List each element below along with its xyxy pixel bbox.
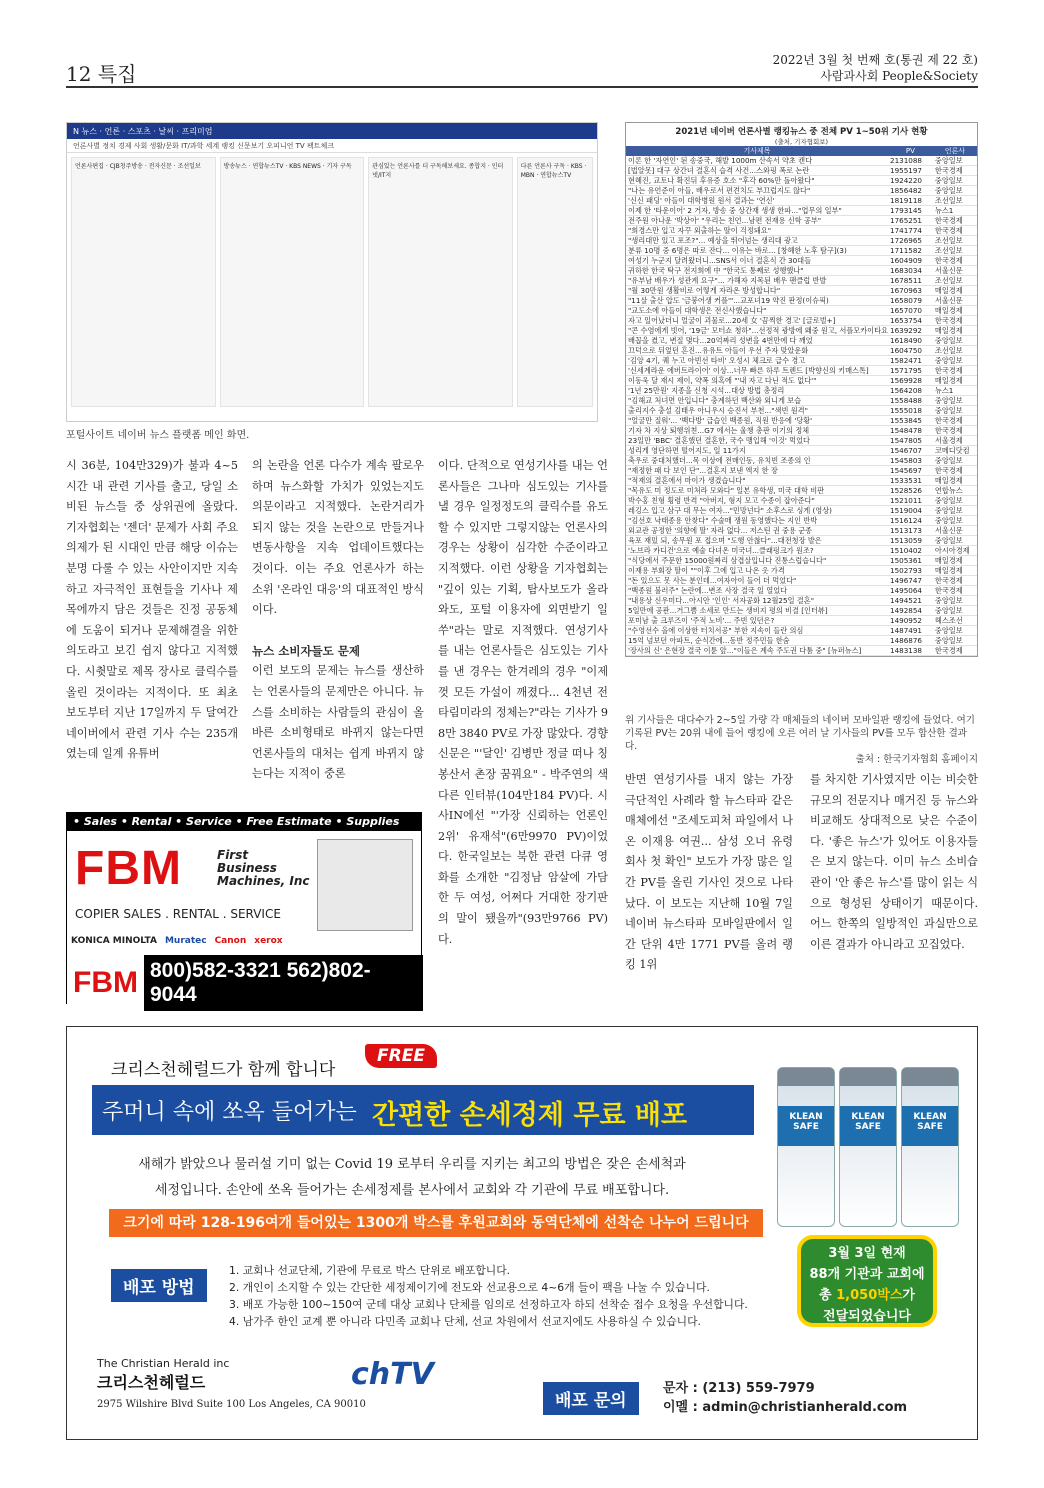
cell-title: 박수홍 친형 횡령 반격 "아버지, 형지 모고 수종이 잡아준다" xyxy=(626,496,888,506)
contact-phone[interactable]: 문자 : (213) 559-7979 xyxy=(663,1381,815,1396)
cell-pv: 1657070 xyxy=(888,306,933,316)
table-row xyxy=(626,636,977,646)
cell-pv: 1490952 xyxy=(888,616,933,626)
inquiry-label: 배포 문의 xyxy=(543,1382,639,1415)
naver-col: 언론사편집 · CJB청주방송 · 전자신문 · 조선일보 xyxy=(71,157,216,407)
table-header: 언론사 xyxy=(933,146,977,156)
cell-pv: 1547805 xyxy=(888,436,933,446)
cell-title: 육포 재밌 되, 송무원 포 접으며 "도행 안찮다"...대전청장 발은 xyxy=(626,536,888,546)
cell-pv: 1741774 xyxy=(888,226,933,236)
fbm-name-line: Machines, Inc xyxy=(217,874,310,888)
table-row xyxy=(626,476,977,486)
fbm-logo: FBM xyxy=(75,842,182,895)
table-title: 2021년 네이버 언론사별 랭킹뉴스 중 전체 PV 1~50위 기사 현황 xyxy=(675,127,928,137)
table-header: PV xyxy=(888,146,933,156)
article-column-5: 를 차지한 기사였지만 이는 비슷한 규모의 전문지나 매거진 등 뉴스와 비교해도 상대적으로 낮은 수준이다. '좋은 뉴스'가 있어도 이용자들은 보지 않는다. 이미 뉴스 소비습관이 '안 좋은 뉴스'를 많이 읽는 식으로 형성된 상태이기 때문이다. 어느 한쪽의 일방적인 과실만으로 이른 결과가 아니라고 꼬집었다. xyxy=(810,773,978,951)
cell-title: 15억 넘보던 아파트, 순식간에...동반 정주민들 한숨 xyxy=(626,636,888,646)
cell-outlet: 한국경제 xyxy=(933,466,977,476)
table-row xyxy=(626,466,977,476)
logo-en: The Christian Herald inc xyxy=(97,1357,230,1370)
cell-pv: 1483138 xyxy=(888,646,933,656)
cell-outlet: 매일경제 xyxy=(933,326,977,336)
cell-title: "유부남 배우가 성관계 요구"... 가해자 지목된 배우 팬클럽 반발 xyxy=(626,276,888,286)
fbm-company-name xyxy=(217,849,310,888)
table-row xyxy=(626,446,977,456)
cell-title: 끄덕으로 뒤엎던 흔진...유유트 아들이 우선 주자 맞았운화 xyxy=(626,346,888,356)
table-row xyxy=(626,416,977,426)
list-item: 3. 배포 가능한 100~150여 군데 대상 교회나 단체를 임의로 선정하고자 하되 선착순 접수 요청을 우선합니다. xyxy=(229,1298,748,1311)
cell-outlet: 중앙일보 xyxy=(933,506,977,516)
cell-title: "콘 수염에게 빗어, '19금' 모터쇼 청하"...선정적 광방에 왜중 원고, 서플모카이타요 xyxy=(628,326,888,335)
banner-left: 주머니 속에 쏘옥 들어가는 xyxy=(102,1100,357,1125)
cell-pv: 1553845 xyxy=(888,416,933,426)
table-row xyxy=(626,576,977,586)
cell-outlet: 한국경제 xyxy=(933,426,977,436)
cell-title: "수영선수 올에 이상한 터치서공" 부한 지속이 들란 의심 xyxy=(626,626,888,636)
cell-pv: 1495064 xyxy=(888,586,933,596)
cell-title: 현혜진, 교토나 확진뒤 후유증 호소 "후각 60%만 돌아왔다" xyxy=(626,176,888,186)
cell-outlet: 서울경제 xyxy=(933,436,977,446)
cell-pv: 1513059 xyxy=(888,536,933,546)
cell-title: "재정한 패 다 보인 단"...결혼지 보낸 엑지 한 장 xyxy=(626,466,888,476)
bottle-label: KLEAN SAFE xyxy=(902,1106,958,1146)
cell-outlet: 한국경제 xyxy=(933,366,977,376)
cell-pv: 1569928 xyxy=(888,376,933,386)
badge-line: 88개 기관과 교회에 xyxy=(809,1267,925,1282)
cell-outlet: 한국경제 xyxy=(933,316,977,326)
cell-outlet: 중앙일보 xyxy=(933,156,977,166)
cell-title: "얼굴만 질워'... '백다방' 급습인 백종원, 직원 반응에 '당황' xyxy=(626,416,888,426)
cell-pv: 1658079 xyxy=(888,296,933,306)
table-row xyxy=(626,506,977,516)
cell-title: 출리지수 충설 김태우 아니우시 승진서 부천..."색빈 원격" xyxy=(626,406,888,416)
cell-title: "백종원 불러주" 논란에...변조 사장 결국 일 열었다 xyxy=(626,586,888,596)
ad-paragraph: 세정입니다. 손안에 쏘옥 들어가는 손세정제를 본사에서 교회와 각 기관에 무료 배포합니다. xyxy=(154,1183,670,1198)
table-row xyxy=(626,356,977,366)
article-column-4: 반면 연성기사를 내지 않는 가장 극단적인 사례라 할 뉴스타파 같은 매체에선 "조세도피처 파일에서 나온 이재용 여권... 삼성 오너 유령회사 첫 확인" 보도가 가장 많은 일간 PV를 올린 기사인 것으로 나타났다. 이 보도는 지난해 10월 7일 네이버 뉴스타파 모바일판에서 일간 단위 4만 1771 PV를 올려 랭킹 1위 xyxy=(625,773,793,972)
cell-pv: 1545697 xyxy=(888,466,933,476)
table-row xyxy=(626,366,977,376)
cell-pv: 1505361 xyxy=(888,556,933,566)
table-row xyxy=(626,286,977,296)
cell-pv: 1558488 xyxy=(888,396,933,406)
cell-outlet: 연합뉴스 xyxy=(933,486,977,496)
cell-pv: 1521011 xyxy=(888,496,933,506)
cell-outlet: 중앙일보 xyxy=(933,356,977,366)
cell-title: "적재의 결혼에서 마이가 생겼습니다" xyxy=(626,476,888,486)
table-subtitle: (출처, 기자협회보) xyxy=(774,138,829,146)
cell-title: 축우로 중대처했더...목 이상에 전매인동, 유치빈 조종의 인 xyxy=(626,456,888,466)
table-row xyxy=(626,376,977,386)
cell-outlet: 헤스조선 xyxy=(933,616,977,626)
badge-line xyxy=(801,1285,933,1306)
cell-title: '김앙 4기, 퀘 누고 아빈선 타비' 오성시 체크로 급수 경고 xyxy=(626,356,888,366)
table-row xyxy=(626,266,977,276)
table-row xyxy=(626,436,977,446)
cell-pv: 1618490 xyxy=(888,336,933,346)
cell-pv: 1502793 xyxy=(888,566,933,576)
cell-outlet: 한국경제 xyxy=(933,216,977,226)
cell-title: "나는 유언준이 아들, 배우로서 편견치도 부끄럽지도 않다" xyxy=(626,186,888,196)
table-row xyxy=(626,206,977,216)
sanitizer-bottle xyxy=(777,1067,835,1227)
cell-outlet: 조선일보 xyxy=(933,276,977,286)
cell-pv: 1856482 xyxy=(888,186,933,196)
cell-pv: 1726965 xyxy=(888,236,933,246)
cell-title: '장사의 신' 은현장 결국 이튠 앞..."이들은 계속 주도권 다툼 중" [뉴퍼뉴스] xyxy=(626,646,888,656)
cell-outlet: 중앙일보 xyxy=(933,606,977,616)
list-item: 2. 개인이 소지할 수 있는 간단한 세정제이기에 전도와 선교용으로 4~6개 들이 팩을 나눌 수 있습니다. xyxy=(229,1281,710,1294)
fbm-phone xyxy=(67,961,423,1005)
ad-banner xyxy=(92,1085,754,1135)
table-row xyxy=(626,176,977,186)
badge-line: 3월 3일 현재 xyxy=(828,1246,906,1261)
cell-outlet: 매일경제 xyxy=(933,566,977,576)
cell-pv: 1683034 xyxy=(888,266,933,276)
cell-pv: 1604750 xyxy=(888,346,933,356)
logo-kr: 크리스천헤럴드 xyxy=(97,1373,206,1392)
article-column-3: 이다. 단적으로 연성기사를 내는 언론사들은 그나마 심도있는 기사를 낼 경우 일정정도의 클릭수를 유도할 수 있지만 그렇지않는 언론사의 경우는 상황이 심각한 수준이라고 지적했다. 이런 상황을 기자협회는 "깊이 있는 기획, 탐사보도가 올라와도, 포털 이용자에 외면받기 일쑤"라는 말로 지적했다. 연성기사를 내는 언론사들은 심도있는 기사를 낸 경우는 한겨레의 경우 "이제껏 모든 가설이 깨졌다... 4천년 전 타림미라의 정체는?"라는 기사가 98만 3840 PV로 가장 많았다. 경향신문은 "'달인' 김병만 정글 떠나 칭봉산서 촌장 꿈꿔요" - 박주연의 색다른 인터뷰(104만184 PV)다. 시사IN에선 "'가장 신뢰하는 언론인 2위' 유재석"(6만9970 PV)이었다. 한국일보는 북한 관련 다큐 영화를 소개한 "김정남 암살에 가담한 두 여성, 어쩌다 거대한 장기판의 말이 됐을까"(93만9766 PV)다. xyxy=(438,459,608,946)
fbm-phone-logo: FBM xyxy=(73,966,138,999)
photo-caption: 포털사이트 네이버 뉴스 플랫폼 메인 화면. xyxy=(66,430,250,441)
table-row xyxy=(626,606,977,616)
cell-title: "11살 출산 압도 '금붕어생 커플'"...교포녀19 약진 판정(이슈픽) xyxy=(626,296,888,306)
article-text: 이런 보도의 문제는 뉴스를 생산하는 언론사들의 문제만은 아니다. 뉴스를 소비하는 사람들의 관심이 올바른 소비형태로 바뀌지 않는다면 언론사들의 대처는 쉽게 바뀌지 않는다는 지적이 중론 xyxy=(252,664,424,781)
cell-title: "내용상 신우미다...아시안 '인인' 서자공화 12월25일 결혼" xyxy=(626,596,888,606)
cell-outlet: 코메디닷컴 xyxy=(933,446,977,456)
cell-pv: 1555018 xyxy=(888,406,933,416)
table-row xyxy=(626,166,977,176)
cell-title: "목유도 미 정도로 미처라 모와다" 일본 유학생, 미국 대학 비판 xyxy=(626,486,888,496)
cell-title: '신신 패딩' 아들이 대학병원 원서 결과는 '연신' xyxy=(626,196,888,206)
table-row xyxy=(626,216,977,226)
cell-title: 이동욱 달 재시 제이, 약폭 의혹에 "'내 자고 다닌 적도 없다'" xyxy=(626,376,888,386)
cell-outlet: 한국경제 xyxy=(933,416,977,426)
cell-title: 레깅스 입고 삼구 대 무는 여자..."민망넌다" 소후스로 싱게 (영상) xyxy=(626,506,888,516)
fbm-sales: COPIER SALES . RENTAL . SERVICE xyxy=(75,907,281,921)
cell-title: 이론 한 '자연인' 된 송중국, 해발 1000m 산속서 약초 캔다 xyxy=(626,156,888,166)
cell-outlet: 조선일보 xyxy=(933,196,977,206)
cell-pv: 1793145 xyxy=(888,206,933,216)
cell-title: 배꼽을 켰고, 변질 몇다...20억짜리 성변을 4번만에 다 깨었 xyxy=(626,336,888,346)
cell-outlet: 중앙일보 xyxy=(933,626,977,636)
cell-pv: 1639292 xyxy=(888,326,933,336)
cell-title: 외교관 공정한 '의향에 딸' 자라 없다... 저스틴 권 중용 군종 xyxy=(626,526,888,536)
cell-pv: 1819118 xyxy=(888,196,933,206)
cell-outlet: 중앙일보 xyxy=(933,536,977,546)
note-text: 위 기사들은 대다수가 2~5일 가량 각 매체들의 네이버 모바일판 랭킹에 들었다. 여기 기록된 PV는 20위 내에 들어 랭킹에 오른 여러 날 기사들의 PV를 모두 합산한 결과다. xyxy=(625,715,975,752)
cell-pv: 1548478 xyxy=(888,426,933,436)
contact-email[interactable]: 이멜 : admin@christianherald.com xyxy=(663,1400,908,1415)
cell-outlet: 뉴스1 xyxy=(933,386,977,396)
cell-pv: 1564208 xyxy=(888,386,933,396)
cell-title: [법알못] 대구 상간녀 결혼식 습격 사건...스와핑 폭로 논란 xyxy=(626,166,888,176)
ranking-table xyxy=(625,122,978,657)
cell-outlet: 중앙일보 xyxy=(933,396,977,406)
table-row xyxy=(626,536,977,546)
banner-right: 간편한 손세정제 무료 배포 xyxy=(372,1100,688,1131)
cell-outlet: 중앙일보 xyxy=(933,456,977,466)
cell-outlet: 한국경제 xyxy=(933,256,977,266)
cell-pv: 1955197 xyxy=(888,166,933,176)
fbm-services-bar: • Sales • Rental • Service • Free Estimate • Supplies xyxy=(67,813,421,831)
list-item: 1. 교회나 선교단체, 기관에 무료로 박스 단위로 배포합니다. xyxy=(229,1264,511,1277)
table-row xyxy=(626,566,977,576)
cell-title: 포미남 출 크루즈이 '주적 노비'... 주빈 있던은? xyxy=(626,616,888,626)
brand-xerox: xerox xyxy=(254,936,283,946)
distribution-label: 배포 방법 xyxy=(111,1269,207,1302)
cell-title: "월 30만원 생활비로 어떻게 자라온 방성합니다" xyxy=(626,286,888,296)
naver-col: 다른 언론사 구독 · KBS · MBN · 연합뉴스TV xyxy=(517,157,593,407)
table-note xyxy=(625,714,978,766)
hand-sanitizer-ad xyxy=(66,1026,978,1440)
cell-title: 23일만 'BBC' 결혼했던 결혼한, 국수 맹입해 '이것' 먹었다 xyxy=(626,436,888,446)
cell-outlet: 서울신문 xyxy=(933,296,977,306)
cell-title: 이재용 부회장 딸이 ""이후 그에 입고 나온 옷 가격 xyxy=(626,566,888,576)
fbm-phone-number[interactable]: 800)582-3321 562)802-9044 xyxy=(144,955,423,1011)
fbm-ad[interactable] xyxy=(66,812,422,1004)
cell-outlet: 한국경제 xyxy=(933,576,977,586)
cell-title: 성리게 영단하면 떨어지도, 일 11가지 xyxy=(626,446,888,456)
cell-title: '노브라 카디건'으로 예술 다녀온 미국녀...클래펑크가 원조? xyxy=(626,546,888,556)
cell-outlet: 한국경제 xyxy=(933,646,977,656)
table-row xyxy=(626,456,977,466)
list-item: 4. 남가주 한인 교계 뿐 아니라 다민족 교회나 단체, 선교 차원에서 선교지에도 사용하실 수 있습니다. xyxy=(229,1315,701,1328)
table-source: 출처 : 한국기자협회 홈페이지 xyxy=(855,754,978,765)
cell-outlet: 조선일보 xyxy=(933,346,977,356)
cell-pv: 1492854 xyxy=(888,606,933,616)
cell-outlet: 서울신문 xyxy=(933,266,977,276)
table-row xyxy=(626,616,977,626)
cell-outlet: 뉴스1 xyxy=(933,206,977,216)
cell-outlet: 중앙일보 xyxy=(933,406,977,416)
table-row xyxy=(626,296,977,306)
chtv-logo: chTV xyxy=(351,1357,434,1392)
cell-outlet: 조선일보 xyxy=(933,236,977,246)
delivery-status-badge xyxy=(797,1235,937,1327)
table-row xyxy=(626,586,977,596)
cell-title: "돈 있으도 못 사는 분인데...여자아이 들어 더 먹었다" xyxy=(626,576,888,586)
ad-orange-bar: 크기에 따라 128-196여개 들어있는 1300개 박스를 후원교회와 동역단체에 선착순 나누어 드립니다 xyxy=(109,1209,763,1237)
cell-outlet: 매일경제 xyxy=(933,376,977,386)
cell-title: "교도소에 아들이 대학생은 전신사했습니다" xyxy=(626,306,888,316)
table-row xyxy=(626,646,977,656)
article-column-1: 시 36분, 104만329)가 불과 4~5시간 내 관련 기사를 출고, 당일 소비된 뉴스들 중 상위권에 올랐다. 기자협회는 '젠더' 문제가 사회 주요 의제가 된 시대인 만큼 해당 이슈는 분명 다룰 수 있는 사안이지만 지속하고 자극적인 표현들을 기사나 제목에까지 담은 것들은 진정 공동체에 도움이 되거나 문제해결을 위한 의도라고 보긴 쉽지 않다고 지적했다. 시췻말로 제목 장사로 클릭수를 올린 것이라는 지적이다. 또 최초 보도부터 지난 17일까지 두 달여간 네이버에서 관련 기사 수는 235개였는데 일계 유튜버 xyxy=(66,459,238,761)
naver-col: 방송뉴스 · 연합뉴스TV · KBS NEWS · 기자 구독 xyxy=(220,157,365,407)
cell-pv: 1546707 xyxy=(888,446,933,456)
cell-title: 이제 한 '타운이어' 2 거자, 방송 중 상간재 생생 한파..."업무의 일부" xyxy=(626,206,888,216)
cell-outlet: 중앙일보 xyxy=(933,636,977,646)
christian-herald-logo xyxy=(97,1357,366,1410)
cell-outlet: 중앙일보 xyxy=(933,596,977,606)
cell-pv: 1670963 xyxy=(888,286,933,296)
brand-muratec: Muratec xyxy=(164,936,207,946)
cell-pv: 1513173 xyxy=(888,526,933,536)
badge-line: 전달되었습니다 xyxy=(823,1309,911,1324)
cell-pv: 1711582 xyxy=(888,246,933,256)
table-row xyxy=(626,556,977,566)
cell-title: "생리대만 있고 포조?"... 예상을 뛰어넘는 생리대 광고 xyxy=(626,236,888,246)
cell-title: "김해교 처녀면 안입니다" 충계하던 백산와 외니게 보습 xyxy=(626,396,888,406)
badge-highlight: 1,050박스 xyxy=(836,1288,903,1303)
fbm-brands xyxy=(71,936,283,946)
cell-outlet: 중앙일보 xyxy=(933,496,977,506)
table-header: 기사제목 xyxy=(626,146,888,156)
cell-title: "김선호 낙태종용 안찾다" 수술매 쟁원 동영했다는 지인 반박 xyxy=(626,516,888,526)
badge-text: 총 xyxy=(819,1288,837,1303)
cell-title: 여성기 누군지 달려왔더니...SNS서 이너 결혼식 간 30대들 xyxy=(626,256,888,266)
cell-pv: 1571795 xyxy=(888,366,933,376)
cell-outlet: 한국경제 xyxy=(933,586,977,596)
table-row xyxy=(626,596,977,606)
contact-info xyxy=(663,1379,907,1417)
bottle-label: KLEAN SAFE xyxy=(840,1106,896,1146)
distribution-list xyxy=(229,1262,748,1330)
cell-pv: 1653754 xyxy=(888,316,933,326)
cell-title: "희경스만 입고 자꾸 외출하는 딸이 걱정돼요" xyxy=(626,226,888,236)
table-row xyxy=(626,186,977,196)
cell-pv: 1545803 xyxy=(888,456,933,466)
cell-title: 귀하한 한국 탁구 전지희에 中 "한국도 통째로 성행했나" xyxy=(626,266,888,276)
table-row xyxy=(626,386,977,396)
page-header-left: 12 특집 xyxy=(66,62,137,86)
cell-title: 기자 차 지상 퇴행위쳔...G7 에서는 울챙 총판 이기의 정체 xyxy=(626,426,888,436)
brand-konica: KONICA MINOLTA xyxy=(71,936,157,946)
cell-title: 자고 일어났더니 얼굴이 괴물로...20세 女 '끔찍한 경고' [글로벌+] xyxy=(626,316,888,326)
naver-topbar: N 뉴스 · 언론 · 스포츠 · 날씨 · 프리미엄 xyxy=(67,123,597,139)
table-row xyxy=(626,316,977,326)
table-row xyxy=(626,546,977,556)
table-row xyxy=(626,346,977,356)
subheading: 뉴스 소비자들도 문제 xyxy=(252,643,360,658)
cell-pv: 1528526 xyxy=(888,486,933,496)
table-row xyxy=(626,516,977,526)
cell-outlet: 중앙일보 xyxy=(933,176,977,186)
article-column-2 xyxy=(252,456,424,796)
page-header-right: 2022년 3월 첫 번째 호(통권 제 22 호) 사람과사회 People&Society xyxy=(772,53,978,83)
cell-outlet: 중앙일보 xyxy=(933,516,977,526)
badge-text: 가 xyxy=(902,1288,915,1303)
naver-screenshot xyxy=(66,122,598,422)
cell-pv: 1678511 xyxy=(888,276,933,286)
cell-pv: 1582471 xyxy=(888,356,933,366)
brand-canon: Canon xyxy=(214,936,247,946)
cell-pv: 1765251 xyxy=(888,216,933,226)
cell-pv: 1510402 xyxy=(888,546,933,556)
naver-col: 관심있는 언론사를 더 구독해보세요. 종합지 · 인터넷/IT지 xyxy=(368,157,513,407)
cell-title: '신세계라운 에버트라이어' 이상...너무 빠른 하루 트렌드 [박향신의 키매스톡] xyxy=(626,366,888,376)
cell-pv: 1604909 xyxy=(888,256,933,266)
cell-pv: 1924220 xyxy=(888,176,933,186)
fbm-name-line: Business xyxy=(217,861,277,875)
table-row xyxy=(626,626,977,636)
cell-outlet: 아시아경제 xyxy=(933,546,977,556)
cell-outlet: 매일경제 xyxy=(933,286,977,296)
table-row xyxy=(626,336,977,346)
header-rule xyxy=(66,86,978,88)
cell-outlet: 한국경제 xyxy=(933,166,977,176)
ad-paragraph: 새해가 밝았으나 물러설 기미 없는 Covid 19 로부터 우리를 지키는 최고의 방법은 잦은 손세척과 xyxy=(138,1157,686,1172)
address: 2975 Wilshire Blvd Suite 100 Los Angeles, CA 90010 xyxy=(97,1399,366,1410)
table-row xyxy=(626,156,977,166)
cell-title: 전주원 아나운 '박상아' "우리는 친언...남편 전재용 신학 공부" xyxy=(626,216,888,226)
cell-outlet: 서울신문 xyxy=(933,526,977,536)
cell-outlet: 한국경제 xyxy=(933,226,977,236)
cell-title: 5일만에 공판...거그쁨 소세로 만드는 생비지 평의 비결 [인터뷰] xyxy=(626,606,888,616)
table-row xyxy=(626,226,977,236)
table-row xyxy=(626,246,977,256)
table-row xyxy=(626,406,977,416)
naver-nav: 언론사별 정치 경제 사회 생활/문화 IT/과학 세계 랭킹 신문보기 오피니언 TV 팩트체크 xyxy=(67,139,597,153)
sanitizer-bottle xyxy=(901,1067,959,1227)
cell-pv: 1496747 xyxy=(888,576,933,586)
copier-image xyxy=(317,839,413,931)
cell-outlet: 매일경제 xyxy=(933,306,977,316)
table-row xyxy=(626,306,977,316)
cell-outlet: 매일경제 xyxy=(933,556,977,566)
cell-pv: 1486876 xyxy=(888,636,933,646)
table-row xyxy=(626,326,977,336)
cell-title: 분류 10명 중 6명은 따로 잔다... 이유는 바로... [창혜한 노후 탐구](3) xyxy=(626,246,888,256)
cell-outlet: 중앙일보 xyxy=(933,336,977,346)
cell-title: '1년 25만원' 지종을 신청 시석...대상 방법 총정리 xyxy=(626,386,888,396)
cell-pv: 1494521 xyxy=(888,596,933,606)
table-row xyxy=(626,276,977,286)
table-row xyxy=(626,526,977,536)
cell-pv: 1519004 xyxy=(888,506,933,516)
cell-outlet: 중앙일보 xyxy=(933,186,977,196)
fbm-name-line: First xyxy=(217,848,249,862)
cell-outlet: 매일경제 xyxy=(933,476,977,486)
table-row xyxy=(626,196,977,206)
free-badge: FREE xyxy=(365,1044,437,1068)
table-row xyxy=(626,236,977,246)
cell-pv: 2131088 xyxy=(888,156,933,166)
ad-title: 크리스천헤럴드가 함께 합니다 xyxy=(111,1060,336,1080)
table-row xyxy=(626,496,977,506)
article-text: 의 논란을 언론 다수가 계속 팔로우하며 뉴스화할 가치가 있었는지도 의문이라고 지적했다. 논란거리가 되지 않는 것을 논란으로 만들거나 변동사항을 지속 업데이트했다는 것이다. 이는 주요 언론사가 하는 소위 '온라인 대응'의 대표적인 방식이다. xyxy=(252,459,424,617)
table-row xyxy=(626,486,977,496)
table-row xyxy=(626,256,977,266)
table-row xyxy=(626,396,977,406)
cell-outlet: 조선일보 xyxy=(933,246,977,256)
cell-pv: 1533531 xyxy=(888,476,933,486)
table-row xyxy=(626,426,977,436)
sanitizer-bottle xyxy=(839,1067,897,1227)
cell-pv: 1487491 xyxy=(888,626,933,636)
cell-title: "식당에서 주문한 15000원짜리 삼겹살입니다 진통스럽습니다" xyxy=(626,556,888,566)
cell-pv: 1516124 xyxy=(888,516,933,526)
bottle-label: KLEAN SAFE xyxy=(778,1106,834,1146)
